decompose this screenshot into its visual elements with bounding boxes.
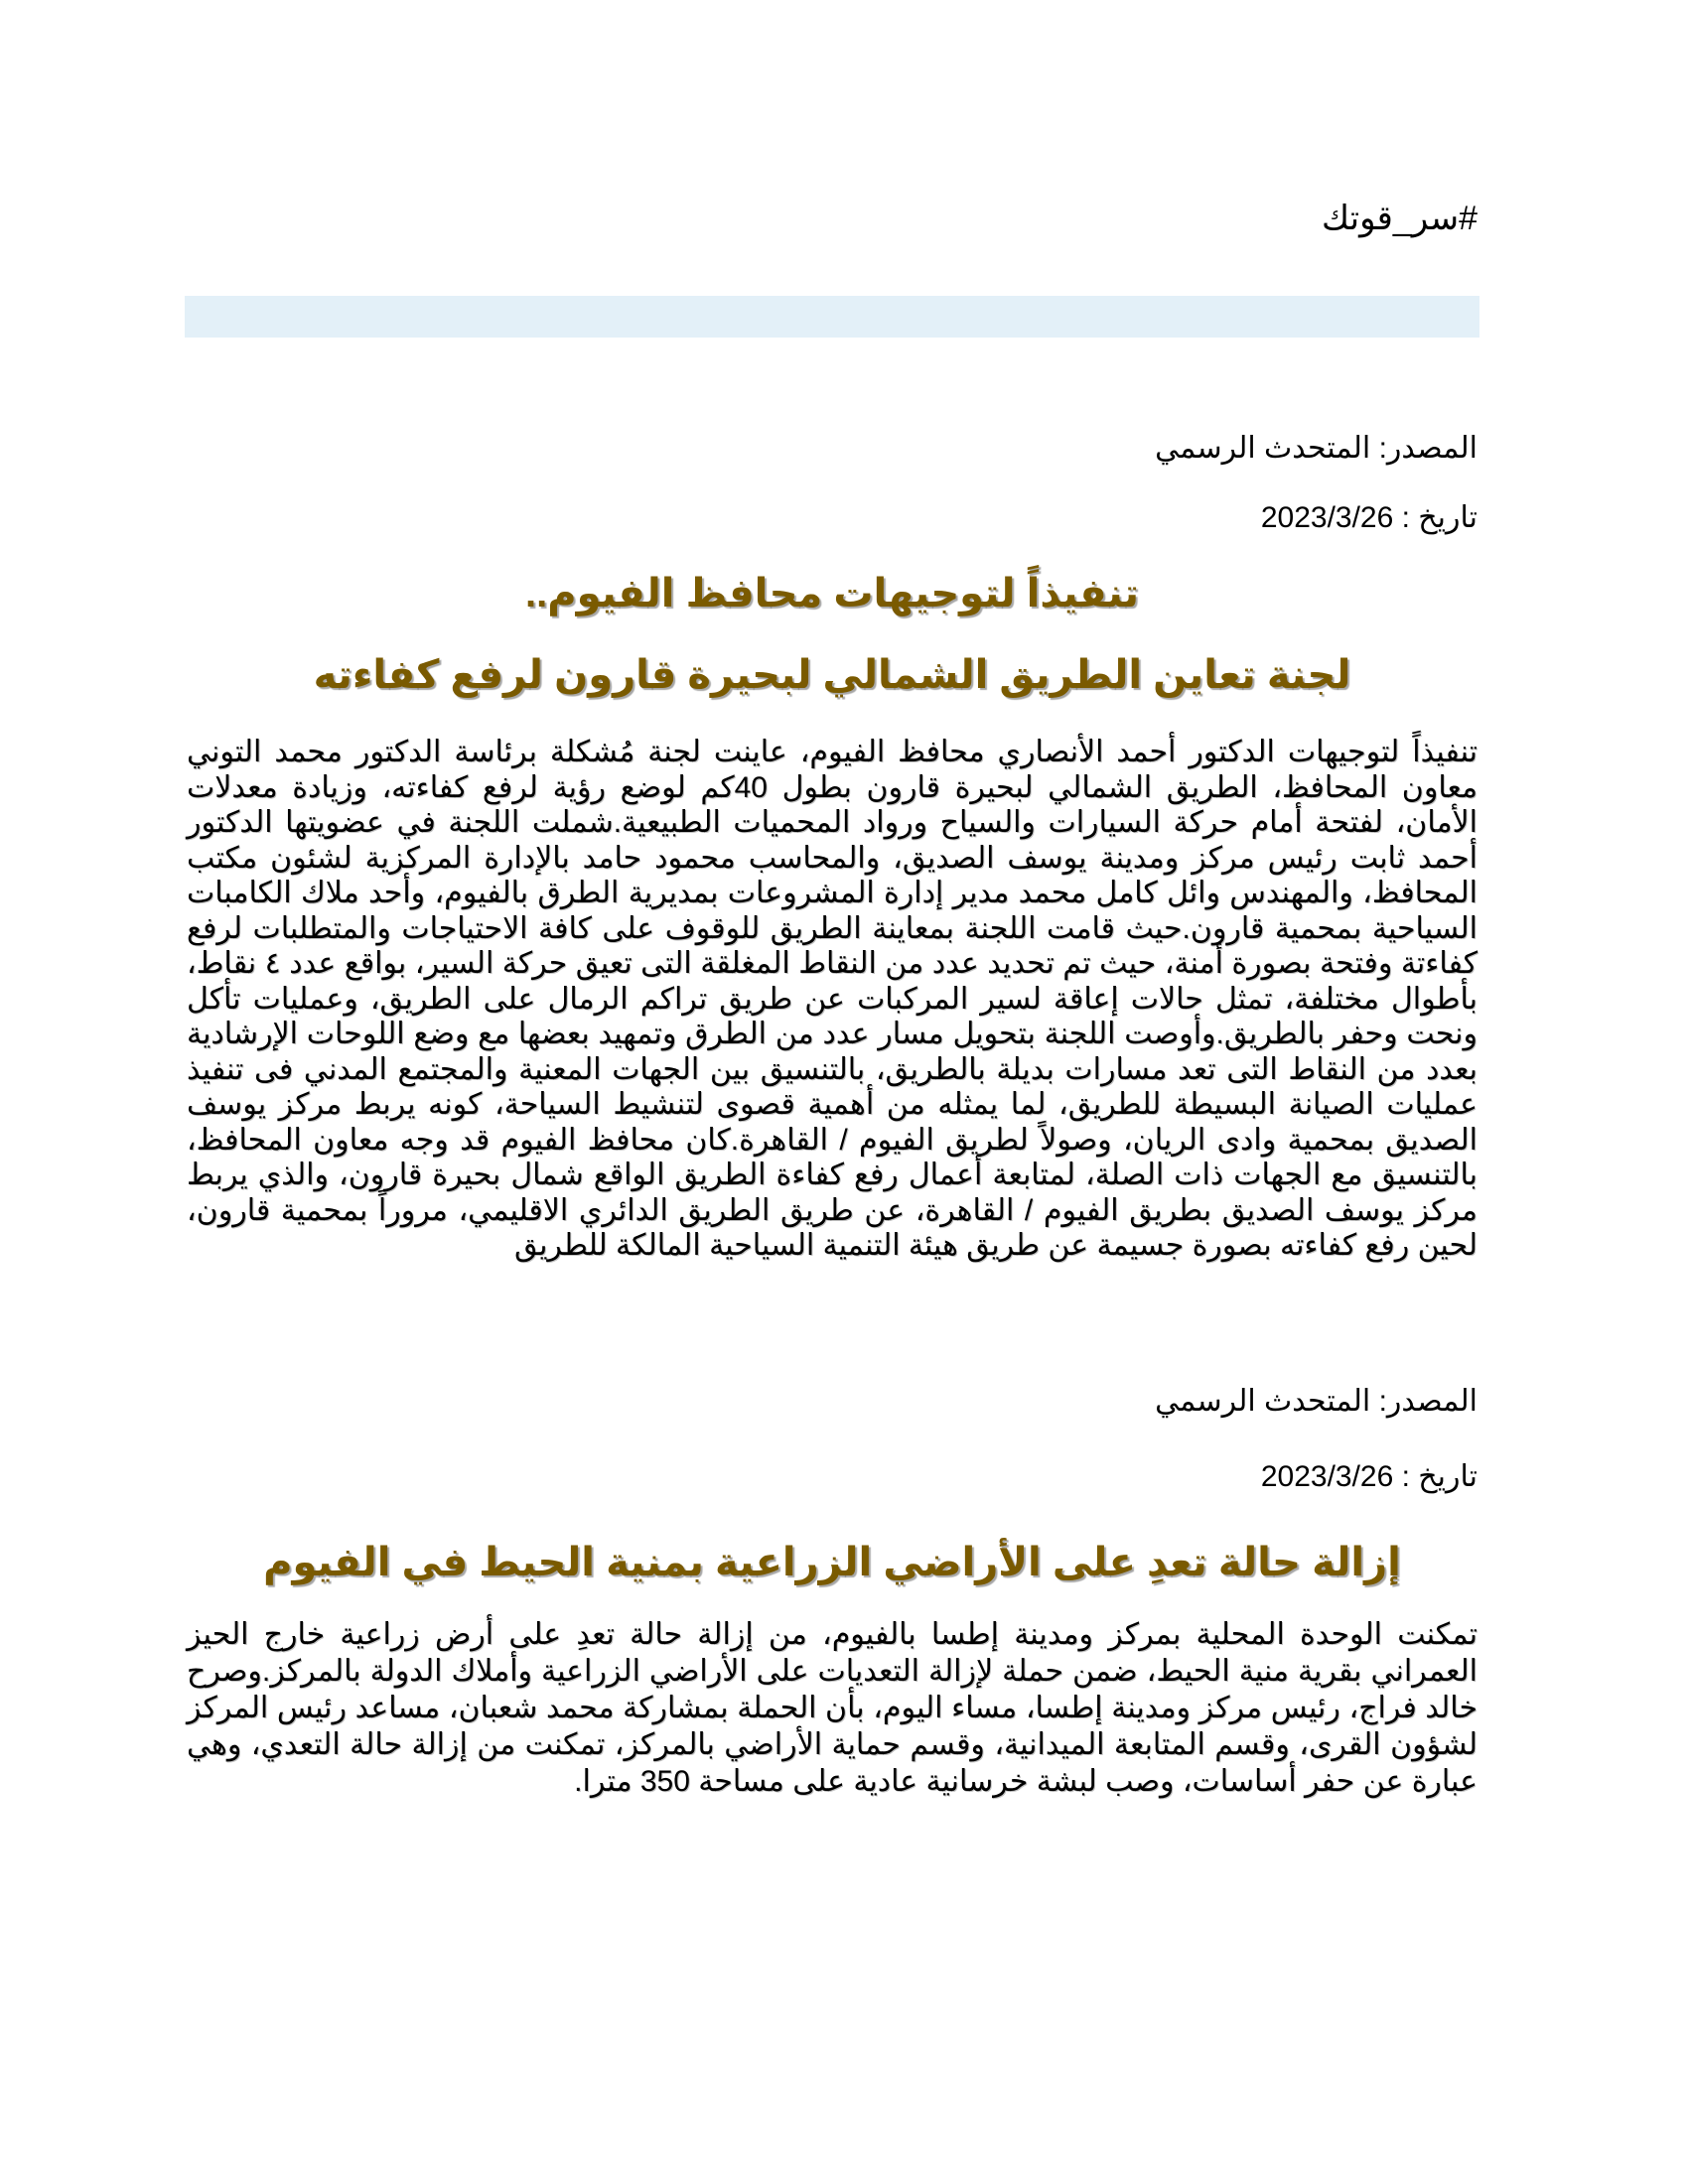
article-1-headline-1: تنفيذاً لتوجيهات محافظ الفيوم.. — [525, 572, 1139, 615]
article-1-headline-2: لجنة تعاين الطريق الشمالي لبحيرة قارون لرفع كفاءته — [313, 653, 1351, 697]
article-1-body: تنفيذاً لتوجيهات الدكتور أحمد الأنصاري محافظ الفيوم، عاينت لجنة مُشكلة برئاسة الدكتور محمد التوني معاون المحافظ، الطريق الشمالي لبحيرة قارون بطول 40كم لوضع رؤية لرفع كفاءته، وزيادة معدلات الأمان، لفتحة أمام حركة السيارات والسياح ورواد المحميات الطبيعية.شملت اللجنة في عضويتها الدكتور أحمد ثابت رئيس مركز ومدينة يوسف الصديق، والمحاسب محمود حامد بالإدارة المركزية لشئون مكتب المحافظ، والمهندس وائل كامل محمد مدير إدارة المشروعات بمديرية الطرق بالفيوم، وأحد ملاك الكامبات السياحية بمحمية قارون.حيث قامت اللجنة بمعاينة الطريق للوقوف على كافة الاحتياجات والمتطلبات لرفع كفاءتة وفتحة بصورة أمنة، حيث تم تحديد عدد من النقاط المغلقة التى تعيق حركة السير، بواقع عدد ٤ نقاط، بأطوال مختلفة، تمثل حالات إعاقة لسير المركبات عن طريق تراكم الرمال على الطريق، وعمليات تأكل ونحت وحفر بالطريق.وأوصت اللجنة بتحويل مسار عدد من الطرق وتمهيد بعضها مع وضع اللوحات الإرشادية بعدد من النقاط التى تعد مسارات بديلة بالطريق، بالتنسيق بين الجهات المعنية والمجتمع المدني فى تنفيذ عمليات الصيانة البسيطة للطريق، لما يمثله من أهمية قصوى لتنشيط السياحة، كونه يربط مركز يوسف الصديق بمحمية وادى الريان، وصولاً لطريق الفيوم / القاهرة.كان محافظ الفيوم قد وجه معاون المحافظ، بالتنسيق مع الجهات ذات الصلة، لمتابعة أعمال رفع كفاءة الطريق الواقع شمال بحيرة قارون، والذي يربط مركز يوسف الصديق بطريق الفيوم / القاهرة، عن طريق الطريق الدائري الاقليمي، مروراً بمحمية قارون، لحين رفع كفاءته بصورة جسيمة عن طريق هيئة التنمية السياحية المالكة للطريق — [187, 736, 1478, 1262]
article-2-body: تمكنت الوحدة المحلية بمركز ومدينة إطسا بالفيوم، من إزالة حالة تعدِ على أرض زراعية خارج الحيز العمراني بقرية منية الحيط، ضمن حملة لإزالة التعديات على الأراضي الزراعية وأملاك الدولة بالمركز.وصرح خالد فراج، رئيس مركز ومدينة إطسا، مساء اليوم، بأن الحملة بمشاركة محمد شعبان، مساعد رئيس المركز لشؤون القرى، وقسم المتابعة الميدانية، وقسم حماية الأراضي بالمركز، تمكنت من إزالة حالة التعدي، وهي عبارة عن حفر أساسات، وصب لبشة خرسانية عادية على مساحة 350 مترا. — [187, 1618, 1477, 1798]
article-1-date: تاريخ : 2023/3/26 — [1260, 501, 1477, 534]
hashtag: #سر_قوتك — [1321, 200, 1477, 237]
article-2-headline: إزالة حالة تعدِ على الأراضي الزراعية بمنية الحيط في الفيوم — [263, 1541, 1401, 1584]
article-1-source: المصدر: المتحدث الرسمي — [1155, 432, 1477, 465]
article-2-source: المصدر: المتحدث الرسمي — [1155, 1385, 1477, 1418]
header-band — [185, 296, 1479, 338]
article-2-date: تاريخ : 2023/3/26 — [1260, 1460, 1477, 1493]
